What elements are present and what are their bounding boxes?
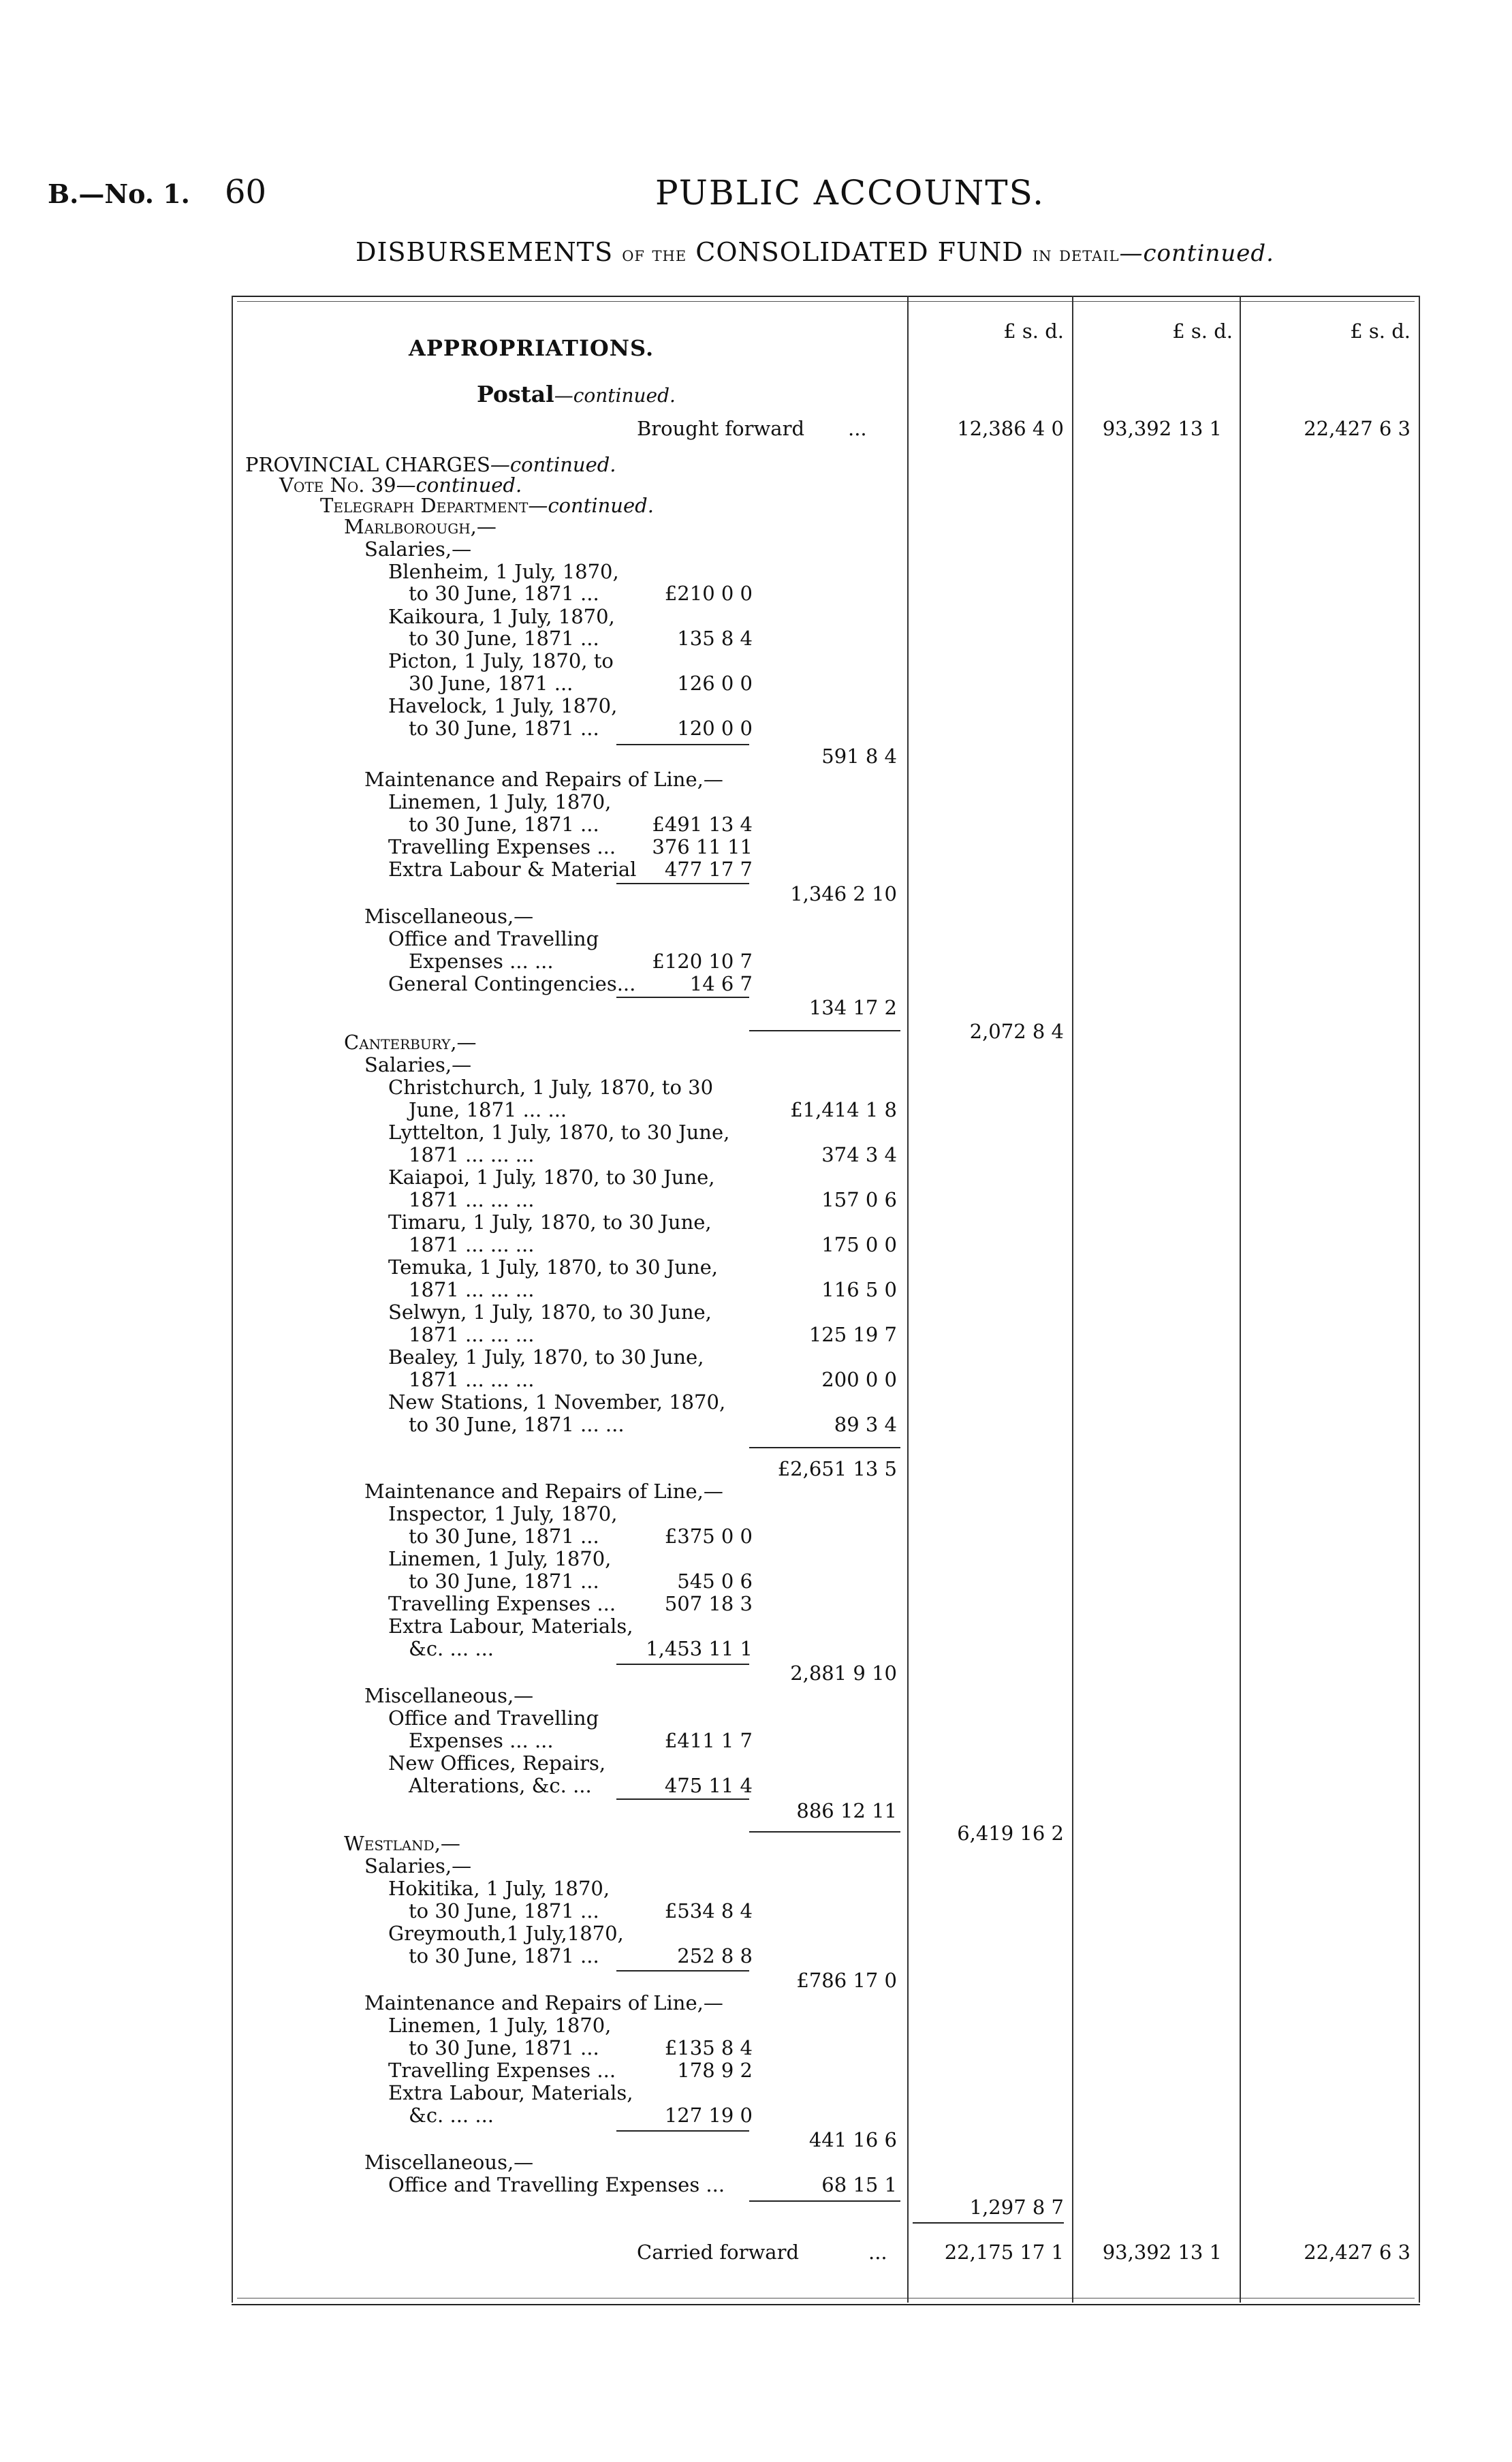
subtotal-rule [616,997,749,998]
list-item: to 30 June, 1871 ... [409,813,599,836]
table-left-border [232,296,233,2303]
list-item: Alterations, &c. ... [409,1774,592,1797]
miscellaneous-heading: Miscellaneous,— [364,2151,534,2174]
maintenance-heading: Maintenance and Repairs of Line,— [364,1991,723,2014]
subtotal: £2,651 13 5 [777,1457,897,1480]
amount: 14 6 7 [689,972,753,995]
marlborough-salaries: Salaries,— [364,537,472,561]
amount: 127 19 0 [664,2104,753,2127]
amount: 376 11 11 [652,835,753,858]
column-divider-1 [907,296,909,2303]
list-item: Timaru, 1 July, 1870, to 30 June, [388,1211,712,1234]
subtotal-rule [616,1664,749,1665]
marlborough-total: 2,072 8 4 [969,1020,1064,1043]
amount: 157 0 6 [821,1188,897,1211]
amount: £210 0 0 [664,582,753,605]
list-item: Hokitika, 1 July, 1870, [388,1877,610,1900]
list-item: Kaiapoi, 1 July, 1870, to 30 June, [388,1166,715,1189]
carried-rule [913,2222,1064,2224]
list-item: Travelling Expenses ... [388,2059,616,2082]
list-item: to 30 June, 1871 ... [409,2036,599,2059]
total-rule [749,2200,900,2202]
list-item: to 30 June, 1871 ... [409,1525,599,1548]
amount: £411 1 7 [664,1729,753,1752]
postal-label: Postal [477,381,554,407]
list-item: 1871 ... ... ... [409,1233,535,1256]
canterbury-total: 6,419 16 2 [957,1822,1064,1845]
list-item: to 30 June, 1871 ... ... [409,1413,625,1436]
list-item: to 30 June, 1871 ... [409,717,599,740]
list-item: Blenheim, 1 July, 1870, [388,560,619,583]
list-item: General Contingencies... [388,972,636,995]
list-item: Lyttelton, 1 July, 1870, to 30 June, [388,1121,730,1144]
amount: 89 3 4 [834,1413,897,1436]
postal-continued: —continued. [554,384,676,407]
canterbury-salaries: Salaries,— [364,1053,472,1076]
westland-salaries: Salaries,— [364,1854,472,1877]
subtitle-of-the: of the [622,243,687,266]
column-header-2: £ s. d. [1172,320,1233,343]
page-number: 60 [225,173,267,211]
column-divider-3 [1240,296,1241,2303]
subtotal-rule [616,1970,749,1972]
carried-forward-col1: 22,175 17 1 [944,2241,1064,2264]
amount: 475 11 4 [664,1774,753,1797]
amount: 116 5 0 [821,1278,897,1301]
subtitle-fund: CONSOLIDATED FUND [695,237,1024,267]
subtotal-rule [616,1798,749,1800]
marlborough-heading: Marlborough,— [344,515,497,538]
carried-forward-col2: 93,392 13 1 [1102,2241,1222,2264]
amount: 477 17 7 [664,858,753,881]
list-item: Office and Travelling Expenses ... [388,2173,725,2196]
list-item: 1871 ... ... ... [409,1188,535,1211]
subtotal-rule [616,2130,749,2132]
amount: £120 10 7 [652,950,753,973]
subtotal: 1,346 2 10 [790,882,897,905]
subtitle-main: DISBURSEMENTS [356,237,614,267]
subtotal: 134 17 2 [808,996,897,1019]
amount: 252 8 8 [677,1944,753,1967]
miscellaneous-heading: Miscellaneous,— [364,1684,534,1707]
list-item: Linemen, 1 July, 1870, [388,1547,612,1570]
list-item: 1871 ... ... ... [409,1323,535,1346]
subtotal: 2,881 9 10 [790,1662,897,1685]
maintenance-heading: Maintenance and Repairs of Line,— [364,768,723,791]
page-title: PUBLIC ACCOUNTS. [655,173,1045,213]
provincial-label: PROVINCIAL CHARGES [245,453,490,476]
amount: 1,453 11 1 [646,1637,753,1660]
miscellaneous-heading: Miscellaneous,— [364,905,534,928]
list-item: to 30 June, 1871 ... [409,1570,599,1593]
list-item: Expenses ... ... [409,1729,554,1752]
brought-forward-col1: 12,386 4 0 [957,417,1064,440]
amount: 200 0 0 [821,1368,897,1391]
list-item: Greymouth,1 July,1870, [388,1922,624,1945]
canterbury-heading: Canterbury,— [344,1031,477,1054]
amount: 374 3 4 [821,1143,897,1166]
amount: £1,414 1 8 [790,1098,897,1121]
subtotal: 886 12 11 [796,1799,897,1822]
list-item: Extra Labour & Material [388,858,637,881]
amount: 120 0 0 [677,717,753,740]
column-divider-2 [1072,296,1073,2303]
maintenance-heading: Maintenance and Repairs of Line,— [364,1480,723,1503]
amount: 545 0 6 [677,1570,753,1593]
list-item: Office and Travelling [388,1707,599,1730]
subtotal: £786 17 0 [796,1969,897,1992]
list-item: Christchurch, 1 July, 1870, to 30 [388,1076,714,1099]
amount: 135 8 4 [677,627,753,650]
list-item: to 30 June, 1871 ... [409,582,599,605]
total-rule [749,1030,900,1031]
brought-forward-dots: ... [848,417,867,440]
subtotal: 68 15 1 [821,2173,897,2196]
list-item: Bealey, 1 July, 1870, to 30 June, [388,1345,704,1369]
list-item: Picton, 1 July, 1870, to [388,649,614,672]
amount: £375 0 0 [664,1525,753,1548]
provincial-continued: —continued. [490,453,616,476]
page-subtitle [356,237,1274,267]
amount: £534 8 4 [664,1899,753,1922]
telegraph-label: Telegraph Department [320,494,529,517]
list-item: Selwyn, 1 July, 1870, to 30 June, [388,1300,712,1324]
carried-forward-col3: 22,427 6 3 [1304,2241,1411,2264]
list-item: June, 1871 ... ... [409,1098,567,1121]
subtotal: 441 16 6 [808,2128,897,2151]
subtotal-rule [749,1447,900,1448]
list-item: Inspector, 1 July, 1870, [388,1502,618,1525]
telegraph-continued: —continued. [528,494,654,517]
subtotal-rule [616,883,749,884]
westland-total: 1,297 8 7 [969,2196,1064,2219]
brought-forward-label: Brought forward [637,417,805,440]
amount: 507 18 3 [664,1592,753,1615]
list-item: New Stations, 1 November, 1870, [388,1390,726,1414]
list-item: Travelling Expenses ... [388,1592,616,1615]
list-item: Expenses ... ... [409,950,554,973]
amount: £135 8 4 [664,2036,753,2059]
total-rule [749,1831,900,1833]
list-item: Travelling Expenses ... [388,835,616,858]
list-item: 1871 ... ... ... [409,1143,535,1166]
table-right-border [1419,296,1420,2303]
subtitle-continued: —continued. [1119,240,1274,267]
carried-forward-label: Carried forward [637,2241,800,2264]
column-header-1: £ s. d. [1003,320,1064,343]
appropriations-heading: APPROPRIATIONS. [409,335,655,361]
postal-heading [477,383,676,407]
vote-label: Vote No. 39 [279,473,396,497]
amount: 178 9 2 [677,2059,753,2082]
list-item: &c. ... ... [409,2104,494,2127]
column-header-3: £ s. d. [1350,320,1411,343]
carried-forward-dots: ... [868,2241,887,2264]
westland-heading: Westland,— [344,1832,460,1855]
list-item: &c. ... ... [409,1637,494,1660]
list-item: to 30 June, 1871 ... [409,1944,599,1967]
subtitle-in-detail: in detail [1032,243,1120,266]
list-item: 1871 ... ... ... [409,1368,535,1391]
amount: 125 19 7 [808,1323,897,1346]
amount: 126 0 0 [677,672,753,695]
subtotal: 591 8 4 [821,745,897,768]
list-item: Kaikoura, 1 July, 1870, [388,605,615,628]
document-reference: B.—No. 1. [48,178,190,209]
list-item: Linemen, 1 July, 1870, [388,790,612,813]
list-item: to 30 June, 1871 ... [409,627,599,650]
list-item: 30 June, 1871 ... [409,672,573,695]
list-item: Extra Labour, Materials, [388,1615,633,1638]
list-item: Extra Labour, Materials, [388,2081,633,2104]
list-item: Havelock, 1 July, 1870, [388,694,618,717]
brought-forward-col3: 22,427 6 3 [1304,417,1411,440]
list-item: Linemen, 1 July, 1870, [388,2014,612,2037]
list-item: Temuka, 1 July, 1870, to 30 June, [388,1256,718,1279]
list-item: Office and Travelling [388,927,599,950]
list-item: 1871 ... ... ... [409,1278,535,1301]
subtotal-rule [616,744,749,745]
vote-continued: —continued. [396,473,522,497]
amount: 175 0 0 [821,1233,897,1256]
brought-forward-col2: 93,392 13 1 [1102,417,1222,440]
list-item: to 30 June, 1871 ... [409,1899,599,1922]
telegraph-heading [320,495,654,517]
amount: £491 13 4 [652,813,753,836]
list-item: New Offices, Repairs, [388,1751,606,1775]
